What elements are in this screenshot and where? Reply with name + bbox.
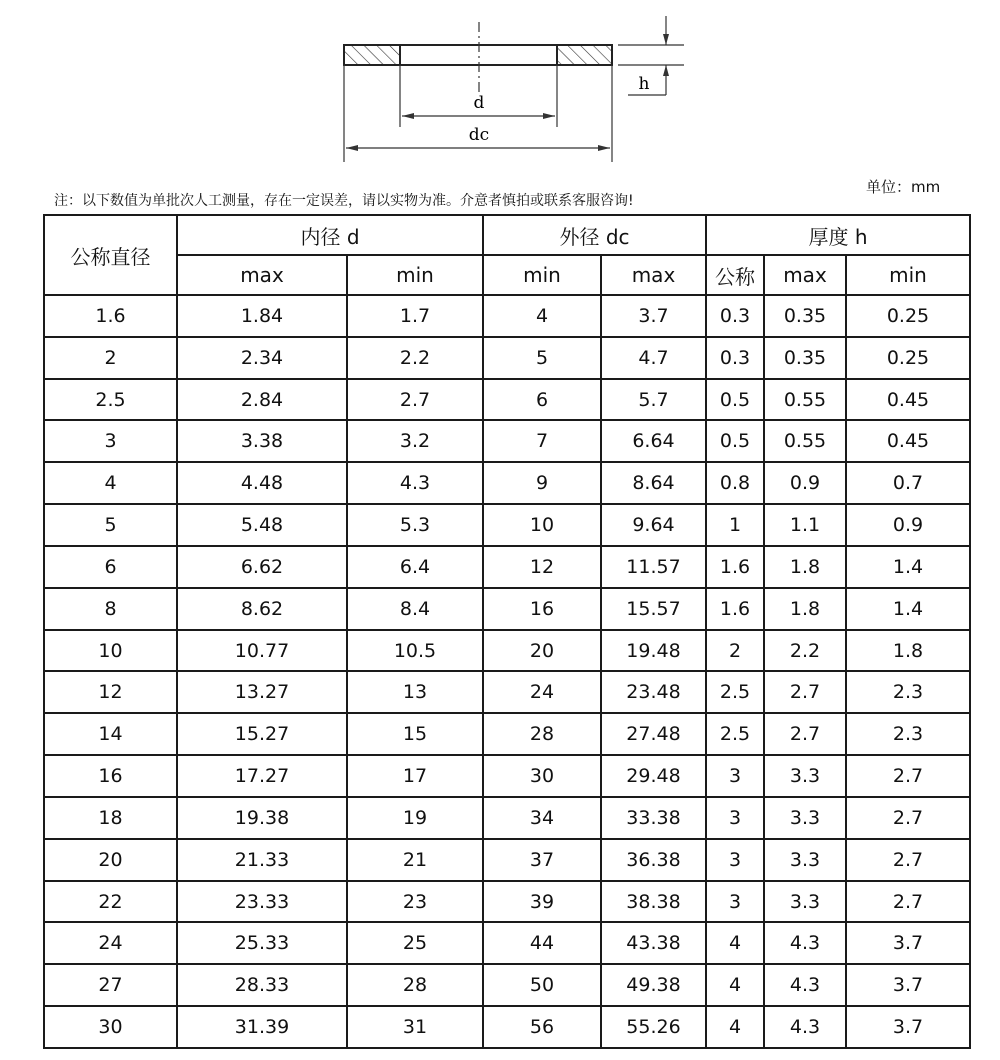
cell-nominal-diameter: 10 bbox=[44, 630, 177, 672]
cell-inner-min: 19 bbox=[347, 797, 483, 839]
cell-inner-min: 2.7 bbox=[347, 379, 483, 421]
table-row bbox=[44, 379, 970, 421]
cell-thickness-max: 0.9 bbox=[764, 462, 846, 504]
cell-inner-max: 23.33 bbox=[177, 881, 347, 923]
table-body bbox=[44, 295, 970, 1048]
cell-nominal-diameter: 3 bbox=[44, 420, 177, 462]
table-row bbox=[44, 630, 970, 672]
cell-nominal-diameter: 27 bbox=[44, 964, 177, 1006]
cell-nominal-diameter: 1.6 bbox=[44, 295, 177, 337]
cell-thickness-nominal: 0.3 bbox=[706, 295, 764, 337]
cell-inner-max: 3.38 bbox=[177, 420, 347, 462]
cell-outer-max: 8.64 bbox=[601, 462, 706, 504]
cell-thickness-nominal: 4 bbox=[706, 964, 764, 1006]
subheader-thickness-nominal: 公称 bbox=[706, 255, 764, 295]
cell-outer-max: 19.48 bbox=[601, 630, 706, 672]
washer-left-section bbox=[344, 45, 400, 65]
cell-thickness-nominal: 3 bbox=[706, 839, 764, 881]
cell-outer-max: 33.38 bbox=[601, 797, 706, 839]
cell-inner-max: 31.39 bbox=[177, 1006, 347, 1048]
cell-nominal-diameter: 6 bbox=[44, 546, 177, 588]
cell-thickness-min: 3.7 bbox=[846, 1006, 970, 1048]
cell-nominal-diameter: 12 bbox=[44, 671, 177, 713]
cell-inner-max: 1.84 bbox=[177, 295, 347, 337]
table-row bbox=[44, 504, 970, 546]
cell-outer-min: 34 bbox=[483, 797, 601, 839]
cell-thickness-max: 0.55 bbox=[764, 420, 846, 462]
washer-spec-table bbox=[43, 214, 971, 1049]
cell-thickness-nominal: 0.3 bbox=[706, 337, 764, 379]
cell-outer-min: 4 bbox=[483, 295, 601, 337]
cell-outer-max: 9.64 bbox=[601, 504, 706, 546]
cell-thickness-min: 0.7 bbox=[846, 462, 970, 504]
table-row bbox=[44, 1006, 970, 1048]
cell-outer-min: 56 bbox=[483, 1006, 601, 1048]
cell-outer-min: 7 bbox=[483, 420, 601, 462]
table-row bbox=[44, 839, 970, 881]
cell-outer-max: 38.38 bbox=[601, 881, 706, 923]
header-nominal-diameter: 公称直径 bbox=[44, 215, 177, 295]
cell-inner-min: 23 bbox=[347, 881, 483, 923]
cell-nominal-diameter: 2 bbox=[44, 337, 177, 379]
cell-thickness-min: 2.7 bbox=[846, 839, 970, 881]
cell-outer-min: 37 bbox=[483, 839, 601, 881]
subheader-inner-min: min bbox=[347, 255, 483, 295]
cell-inner-max: 28.33 bbox=[177, 964, 347, 1006]
cell-nominal-diameter: 16 bbox=[44, 755, 177, 797]
cell-thickness-min: 0.25 bbox=[846, 295, 970, 337]
table-row bbox=[44, 295, 970, 337]
cell-thickness-max: 3.3 bbox=[764, 797, 846, 839]
cell-nominal-diameter: 5 bbox=[44, 504, 177, 546]
cell-thickness-max: 2.2 bbox=[764, 630, 846, 672]
cell-outer-max: 23.48 bbox=[601, 671, 706, 713]
cell-thickness-min: 1.4 bbox=[846, 546, 970, 588]
cell-outer-min: 10 bbox=[483, 504, 601, 546]
cell-inner-max: 5.48 bbox=[177, 504, 347, 546]
cell-thickness-min: 0.9 bbox=[846, 504, 970, 546]
table-row bbox=[44, 337, 970, 379]
washer-right-section bbox=[557, 45, 612, 65]
cell-thickness-max: 2.7 bbox=[764, 671, 846, 713]
cell-outer-min: 30 bbox=[483, 755, 601, 797]
cell-nominal-diameter: 20 bbox=[44, 839, 177, 881]
cell-outer-max: 4.7 bbox=[601, 337, 706, 379]
cell-inner-max: 19.38 bbox=[177, 797, 347, 839]
cell-nominal-diameter: 2.5 bbox=[44, 379, 177, 421]
cell-outer-min: 16 bbox=[483, 588, 601, 630]
cell-outer-min: 39 bbox=[483, 881, 601, 923]
cell-outer-max: 27.48 bbox=[601, 713, 706, 755]
cell-nominal-diameter: 8 bbox=[44, 588, 177, 630]
cell-inner-max: 17.27 bbox=[177, 755, 347, 797]
cell-outer-min: 50 bbox=[483, 964, 601, 1006]
cell-thickness-max: 0.35 bbox=[764, 295, 846, 337]
cell-nominal-diameter: 22 bbox=[44, 881, 177, 923]
table-row bbox=[44, 671, 970, 713]
cell-thickness-nominal: 2 bbox=[706, 630, 764, 672]
cell-thickness-min: 1.8 bbox=[846, 630, 970, 672]
cell-thickness-max: 1.8 bbox=[764, 588, 846, 630]
table-row bbox=[44, 922, 970, 964]
table-row bbox=[44, 755, 970, 797]
cell-outer-max: 5.7 bbox=[601, 379, 706, 421]
cell-thickness-max: 3.3 bbox=[764, 755, 846, 797]
cell-outer-min: 5 bbox=[483, 337, 601, 379]
cell-inner-min: 10.5 bbox=[347, 630, 483, 672]
cell-thickness-min: 3.7 bbox=[846, 964, 970, 1006]
cell-inner-max: 2.84 bbox=[177, 379, 347, 421]
cell-thickness-min: 2.7 bbox=[846, 755, 970, 797]
label-d: d bbox=[473, 93, 485, 113]
label-h: h bbox=[638, 74, 650, 94]
cell-inner-max: 6.62 bbox=[177, 546, 347, 588]
cell-inner-max: 4.48 bbox=[177, 462, 347, 504]
cell-thickness-min: 0.45 bbox=[846, 420, 970, 462]
cell-outer-min: 28 bbox=[483, 713, 601, 755]
cell-outer-max: 6.64 bbox=[601, 420, 706, 462]
cell-outer-max: 49.38 bbox=[601, 964, 706, 1006]
cell-thickness-nominal: 0.5 bbox=[706, 379, 764, 421]
subheader-thickness-min: min bbox=[846, 255, 970, 295]
cell-thickness-nominal: 1.6 bbox=[706, 588, 764, 630]
disclaimer-note: 注：以下数值为单批次人工测量，存在一定误差，请以实物为准。介意者慎拍或联系客服咨询! bbox=[54, 193, 634, 209]
cell-inner-max: 25.33 bbox=[177, 922, 347, 964]
table-row bbox=[44, 713, 970, 755]
cell-thickness-max: 4.3 bbox=[764, 964, 846, 1006]
cell-thickness-max: 0.55 bbox=[764, 379, 846, 421]
cell-thickness-max: 3.3 bbox=[764, 839, 846, 881]
cell-outer-max: 29.48 bbox=[601, 755, 706, 797]
cell-thickness-min: 2.7 bbox=[846, 797, 970, 839]
cell-outer-min: 20 bbox=[483, 630, 601, 672]
cell-inner-min: 15 bbox=[347, 713, 483, 755]
cell-nominal-diameter: 24 bbox=[44, 922, 177, 964]
header-inner-diameter: 内径 d bbox=[177, 215, 483, 255]
cell-thickness-min: 2.3 bbox=[846, 713, 970, 755]
cell-thickness-max: 3.3 bbox=[764, 881, 846, 923]
cell-outer-max: 11.57 bbox=[601, 546, 706, 588]
subheader-outer-min: min bbox=[483, 255, 601, 295]
cell-outer-min: 6 bbox=[483, 379, 601, 421]
cell-thickness-nominal: 1 bbox=[706, 504, 764, 546]
cell-inner-max: 13.27 bbox=[177, 671, 347, 713]
subheader-inner-max: max bbox=[177, 255, 347, 295]
cell-thickness-nominal: 3 bbox=[706, 755, 764, 797]
subheader-thickness-max: max bbox=[764, 255, 846, 295]
unit-note: 单位：mm bbox=[866, 178, 941, 196]
cell-inner-min: 6.4 bbox=[347, 546, 483, 588]
cell-inner-min: 1.7 bbox=[347, 295, 483, 337]
label-dc: dc bbox=[468, 125, 490, 145]
cell-outer-max: 55.26 bbox=[601, 1006, 706, 1048]
cell-thickness-min: 2.7 bbox=[846, 881, 970, 923]
header-thickness: 厚度 h bbox=[706, 215, 970, 255]
cell-outer-max: 43.38 bbox=[601, 922, 706, 964]
subheader-outer-max: max bbox=[601, 255, 706, 295]
cell-thickness-min: 3.7 bbox=[846, 922, 970, 964]
cell-thickness-nominal: 2.5 bbox=[706, 671, 764, 713]
table-row bbox=[44, 964, 970, 1006]
cell-outer-max: 15.57 bbox=[601, 588, 706, 630]
cell-inner-min: 31 bbox=[347, 1006, 483, 1048]
table-row bbox=[44, 797, 970, 839]
cell-inner-min: 17 bbox=[347, 755, 483, 797]
cell-inner-min: 8.4 bbox=[347, 588, 483, 630]
cell-thickness-max: 0.35 bbox=[764, 337, 846, 379]
cell-inner-min: 25 bbox=[347, 922, 483, 964]
cell-inner-min: 21 bbox=[347, 839, 483, 881]
cell-inner-max: 2.34 bbox=[177, 337, 347, 379]
header-outer-diameter: 外径 dc bbox=[483, 215, 706, 255]
cell-inner-min: 2.2 bbox=[347, 337, 483, 379]
cell-inner-max: 21.33 bbox=[177, 839, 347, 881]
cell-nominal-diameter: 30 bbox=[44, 1006, 177, 1048]
cell-thickness-nominal: 4 bbox=[706, 922, 764, 964]
cell-outer-max: 3.7 bbox=[601, 295, 706, 337]
table-row bbox=[44, 588, 970, 630]
table-row bbox=[44, 462, 970, 504]
cell-thickness-max: 1.8 bbox=[764, 546, 846, 588]
cell-inner-max: 10.77 bbox=[177, 630, 347, 672]
table-row bbox=[44, 420, 970, 462]
washer-diagram bbox=[0, 0, 1000, 175]
cell-outer-min: 24 bbox=[483, 671, 601, 713]
cell-inner-min: 13 bbox=[347, 671, 483, 713]
cell-inner-max: 8.62 bbox=[177, 588, 347, 630]
cell-thickness-min: 0.25 bbox=[846, 337, 970, 379]
cell-inner-min: 5.3 bbox=[347, 504, 483, 546]
cell-thickness-nominal: 4 bbox=[706, 1006, 764, 1048]
cell-thickness-nominal: 0.8 bbox=[706, 462, 764, 504]
cell-thickness-min: 2.3 bbox=[846, 671, 970, 713]
cell-thickness-max: 1.1 bbox=[764, 504, 846, 546]
table-row bbox=[44, 881, 970, 923]
cell-thickness-nominal: 3 bbox=[706, 881, 764, 923]
cell-thickness-max: 4.3 bbox=[764, 1006, 846, 1048]
cell-nominal-diameter: 14 bbox=[44, 713, 177, 755]
cell-thickness-nominal: 2.5 bbox=[706, 713, 764, 755]
cell-inner-max: 15.27 bbox=[177, 713, 347, 755]
cell-thickness-min: 1.4 bbox=[846, 588, 970, 630]
cell-outer-min: 12 bbox=[483, 546, 601, 588]
cell-thickness-nominal: 1.6 bbox=[706, 546, 764, 588]
cell-outer-min: 44 bbox=[483, 922, 601, 964]
cell-thickness-nominal: 3 bbox=[706, 797, 764, 839]
cell-outer-max: 36.38 bbox=[601, 839, 706, 881]
cell-outer-min: 9 bbox=[483, 462, 601, 504]
cell-nominal-diameter: 4 bbox=[44, 462, 177, 504]
cell-thickness-min: 0.45 bbox=[846, 379, 970, 421]
table-row bbox=[44, 546, 970, 588]
cell-thickness-max: 2.7 bbox=[764, 713, 846, 755]
cell-nominal-diameter: 18 bbox=[44, 797, 177, 839]
cell-inner-min: 3.2 bbox=[347, 420, 483, 462]
cell-inner-min: 28 bbox=[347, 964, 483, 1006]
cell-thickness-nominal: 0.5 bbox=[706, 420, 764, 462]
cell-inner-min: 4.3 bbox=[347, 462, 483, 504]
cell-thickness-max: 4.3 bbox=[764, 922, 846, 964]
